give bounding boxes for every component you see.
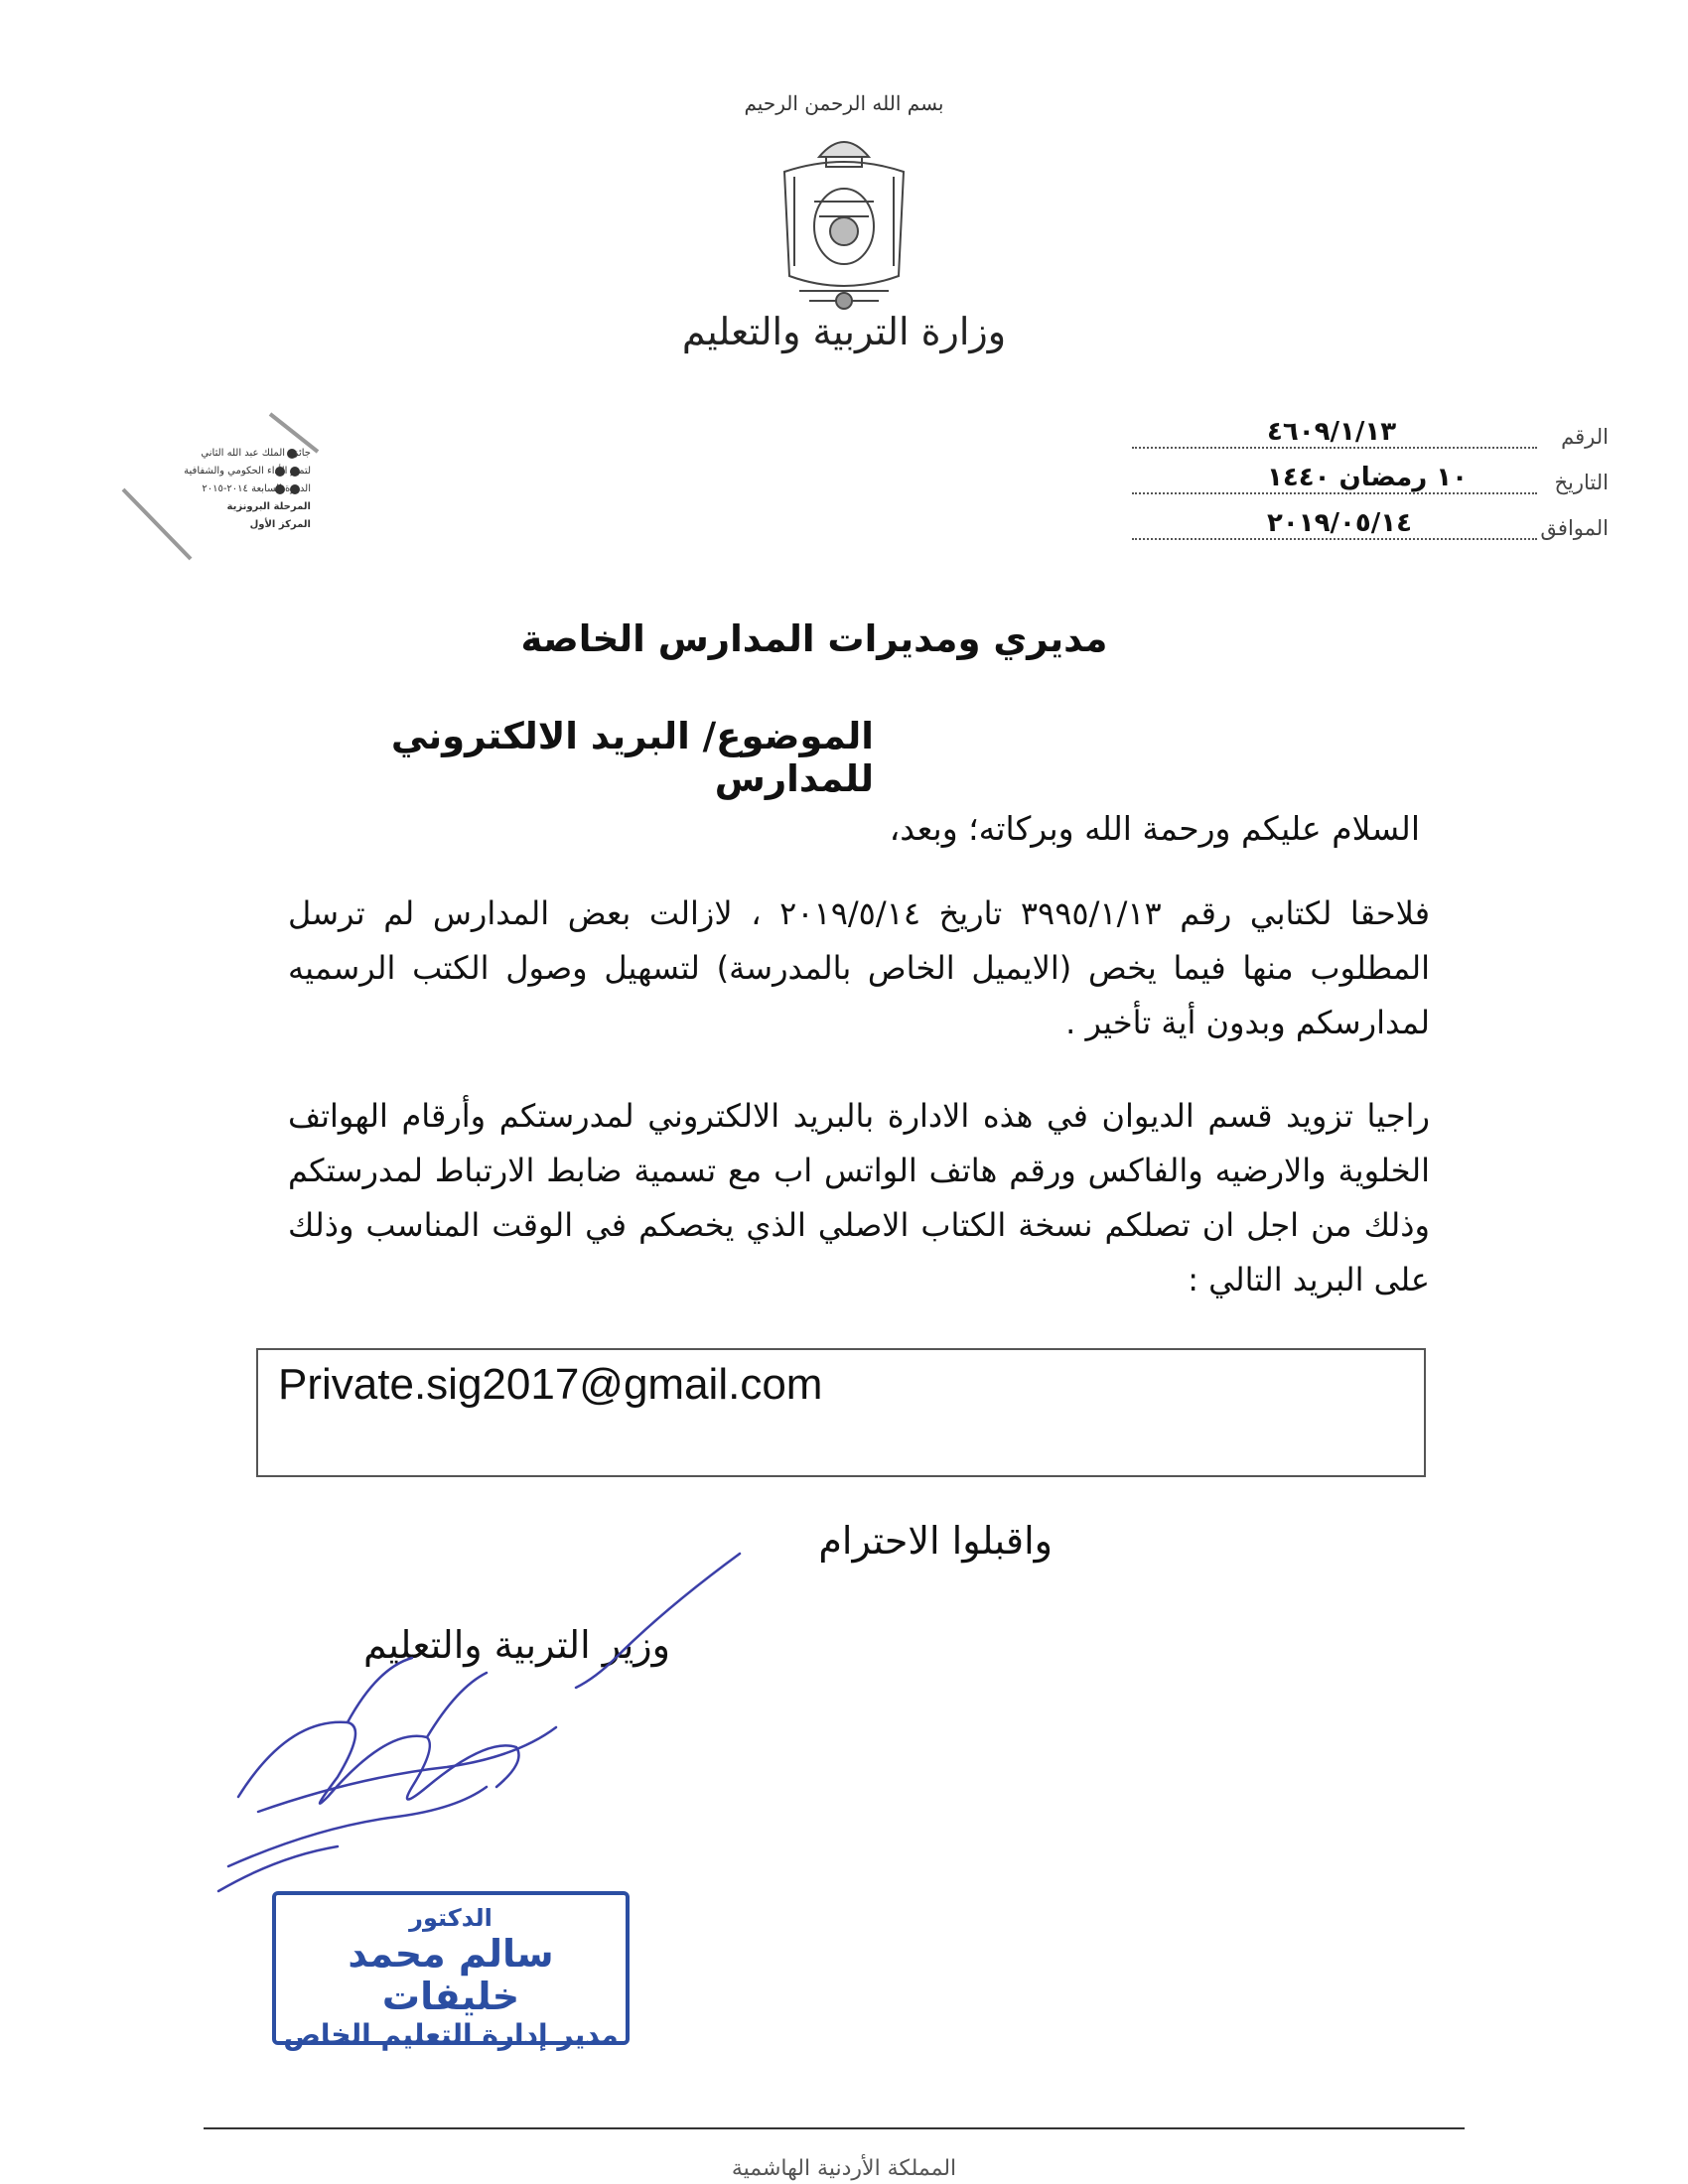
- coat-of-arms-icon: [765, 117, 923, 311]
- reference-date-label: التاريخ: [1554, 471, 1609, 494]
- reference-date-value: ١٠ رمضان ١٤٤٠: [1261, 463, 1474, 492]
- award-line: جائزة الملك عبد الله الثاني: [201, 448, 311, 459]
- greeting: السلام عليكم ورحمة الله وبركاته؛ وبعد،: [889, 809, 1420, 848]
- email-box: [256, 1348, 1426, 1477]
- reference-number-value: ٤٦٠٩/١/١٣: [1261, 417, 1402, 447]
- footer-divider: [204, 2127, 1465, 2129]
- body-paragraph-2: راجيا تزويد قسم الديوان في هذه الادارة بالبريد الالكتروني لمدرستكم وأرقام الهواتف الخلوية والارضيه والفاكس ورقم هاتف الواتس اب مع تسمية ضابط الارتباط لمدرستكم وذلك من اجل ان تصلكم نسخة الكتاب الاصلي الذي يخصكم في الوقت المناسب وذلك على البريد التالي :: [288, 1097, 1430, 1298]
- stamp-role: مدير إدارة التعليم الخاص: [283, 2017, 619, 2051]
- reference-gregorian-row: [1132, 508, 1609, 548]
- footer-text: المملكة الأردنية الهاشمية: [731, 2156, 957, 2181]
- official-stamp: [272, 1891, 630, 2051]
- body-paragraph-1: فلاحقا لكتابي رقم ٣٩٩٥/١/١٣ تاريخ ٢٠١٩/٥/١٤ ، لازالت بعض المدارس لم ترسل المطلوب منها فيما يخص (الايميل الخاص بالمدرسة) لتسهيل وصول الكتب الرسميه لمدارسكم وبدون أية تأخير .: [288, 894, 1431, 1041]
- reference-gregorian-label: الموافق: [1540, 516, 1609, 540]
- award-line: المرحلة البرونزية: [226, 501, 311, 512]
- reference-date-row: [1132, 463, 1609, 502]
- award-line: الدورة السابعة ٢٠١٤-٢٠١٥: [202, 483, 311, 494]
- email-address[interactable]: Private.sig2017@gmail.com: [278, 1360, 823, 1409]
- signatory-title: وزير التربية والتعليم: [362, 1623, 670, 1667]
- reference-gregorian-value: ٢٠١٩/٠٥/١٤: [1261, 508, 1418, 538]
- basmala: بسم الله الرحمن الرحيم: [744, 91, 944, 115]
- reference-number-row: [1132, 417, 1609, 457]
- stamp-name: سالم محمد خليفات: [348, 1931, 554, 2019]
- award-line: المركز الأول: [249, 519, 311, 530]
- reference-number-label: الرقم: [1561, 425, 1609, 449]
- handwritten-signature: [199, 1549, 755, 1926]
- closing-line: واقبلوا الاحترام: [818, 1519, 1053, 1563]
- subject-line: الموضوع/ البريد الالكتروني للمدارس: [390, 715, 874, 800]
- award-stamp-text: [147, 445, 311, 534]
- stamp-title: الدكتور: [409, 1904, 492, 1932]
- ministry-name: وزارة التربية والتعليم: [681, 310, 1007, 353]
- recipient-line: مديري ومديرات المدارس الخاصة: [520, 617, 1108, 660]
- award-line: لتميز الأداء الحكومي والشفافية: [184, 466, 311, 477]
